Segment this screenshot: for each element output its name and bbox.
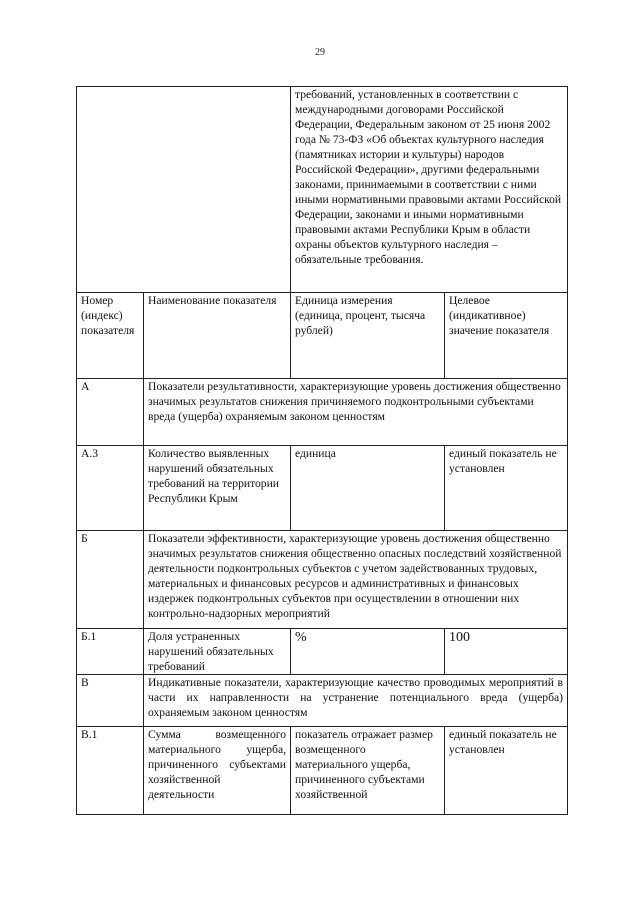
row-code: В (77, 675, 144, 727)
section-description: Показатели результативности, характеризующие уровень достижения общественно значимых результатов снижения причиняемого подконтрольными субъектами вреда (ущерба) охраняемым законом ценностям (144, 379, 568, 446)
table-row-v (77, 675, 568, 727)
indicator-target: единый показатель не установлен (445, 446, 568, 531)
indicator-target: единый показатель не установлен (445, 727, 568, 815)
row-code: А (77, 379, 144, 446)
table-row-b (77, 531, 568, 629)
table-row-a3 (77, 446, 568, 531)
row-code: Б.1 (77, 629, 144, 675)
indicator-unit: показатель отражает размер возмещенного материального ущерба, причиненного субъектами хозяйственной (291, 727, 445, 815)
row-code: Б (77, 531, 144, 629)
section-description: Показатели эффективности, характеризующие уровень достижения общественно значимых результатов снижения общественно опасных последствий хозяйственной деятельности подконтрольных субъектов с учетом задействованных трудовых, материальных и финансовых ресурсов и административных и финансовых издержек подконтрольных субъектов при осуществлении в отношении них контрольно-надзорных мероприятий (144, 531, 568, 629)
indicator-unit: % (291, 629, 445, 675)
indicator-unit: единица (291, 446, 445, 531)
continuation-empty-cell (77, 87, 291, 293)
header-name: Наименование показателя (144, 293, 291, 379)
section-description: Индикативные показатели, характеризующие качество проводимых мероприятий в части их направленности на устранение потенциального вреда (ущерба) охраняемым законом ценностям (144, 675, 568, 727)
indicator-target: 100 (445, 629, 568, 675)
indicator-name: Сумма возмещенного материального ущерба, причиненного субъектами хозяйственной деятельности (144, 727, 291, 815)
row-code: В.1 (77, 727, 144, 815)
continuation-text: требований, установленных в соответствии с международными договорами Российской Федерации, Федеральным законом от 25 июня 2002 года № 73-ФЗ «Об объектах культурного наследия (памятниках истории и культуры) народов Российской Федерации», другими федеральными законами, принимаемыми в соответствии с ними иными нормативными правовыми актами Российской Федерации, законами и иными нормативными правовыми актами Республики Крым в области охраны объектов культурного наследия – обязательные требования. (291, 87, 568, 293)
header-target: Целевое (индикативное) значение показателя (445, 293, 568, 379)
indicator-name: Количество выявленных нарушений обязательных требований на территории Республики Крым (144, 446, 291, 531)
table-row-a (77, 379, 568, 446)
table-header-row (77, 293, 568, 379)
table-row-v1 (77, 727, 568, 815)
header-index: Номер (индекс) показателя (77, 293, 144, 379)
page-number: 29 (315, 47, 325, 58)
table-row-b1 (77, 629, 568, 675)
table-row-continuation (77, 87, 568, 293)
indicator-name: Доля устраненных нарушений обязательных требований (144, 629, 291, 675)
row-code: А.3 (77, 446, 144, 531)
indicators-table (76, 86, 568, 815)
header-unit: Единица измерения (единица, процент, тысяча рублей) (291, 293, 445, 379)
